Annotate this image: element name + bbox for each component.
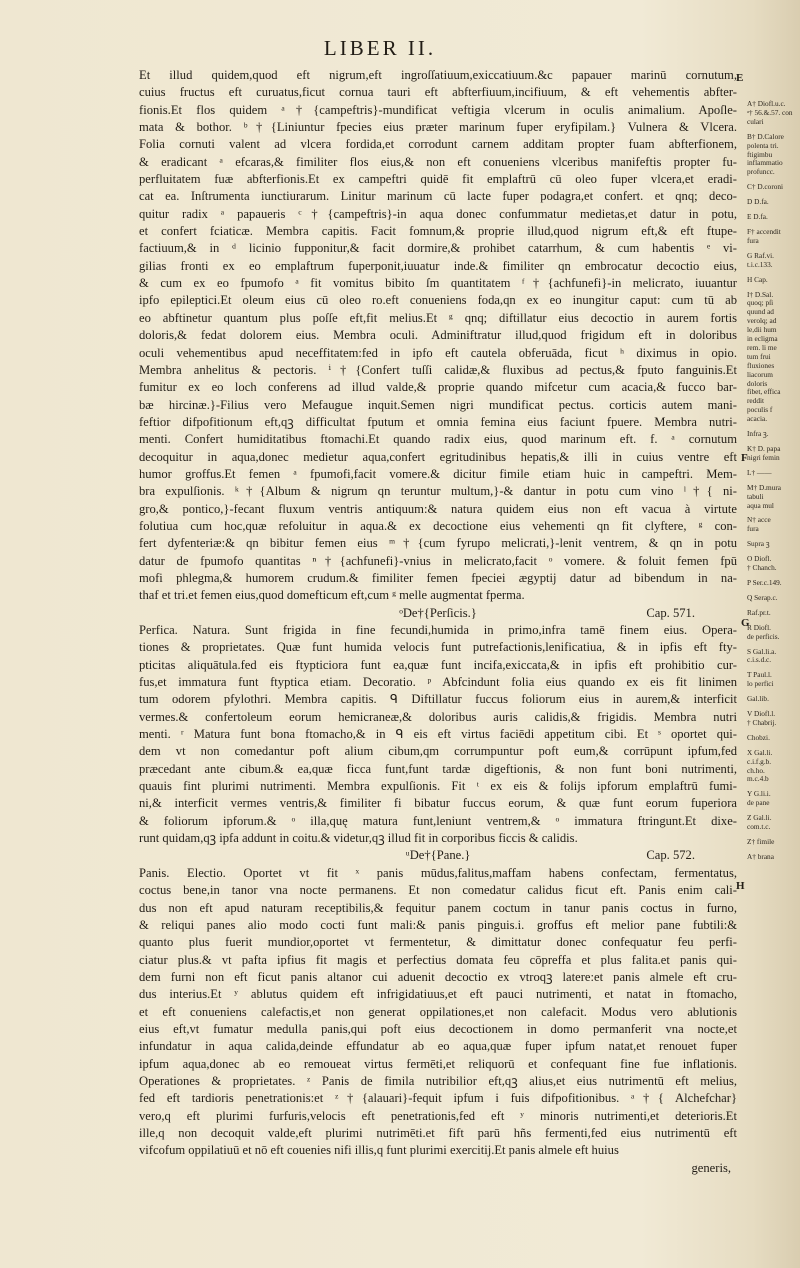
- margin-note: Infra ꝫ.: [747, 430, 769, 439]
- text-line: bæ hircinæ.}-Filius vero Mefauguе inquit.Semen nigri mundificat pectus. corticis autem mani-: [139, 397, 737, 412]
- text-line: perfluitatem fuæ abfterfionis.Et ex campeftri quidē fit emplaftrū cū oleo fuper vlcera,et eradi-: [139, 172, 737, 187]
- margin-note: C† D.coroni: [747, 183, 784, 192]
- margin-note: com.t.c.: [747, 823, 771, 832]
- margin-note: fluxiones: [747, 361, 775, 370]
- margin-note: X Gal.li.: [747, 748, 773, 757]
- text-line: & foliorum ipforum.& ᵒ illa,quę matura funt,leniunt ventrem,& ᵒ immatura ftringunt.Et dixe-: [139, 813, 737, 828]
- chapter-heading-persicis: [139, 605, 737, 622]
- text-line: tiones & proprietates. Quæ funt humida velocis funt putrefactionis,lenificatiua, & in ipfis eft fty-: [139, 640, 737, 655]
- margin-note: K† D. papa: [747, 445, 781, 453]
- text-line: eo abftinetur quantum plus poſſe eft,fit melius.Et ᵍ qnq; diftillatur eius decoctio in aurem fortis: [139, 310, 737, 325]
- margin-note: quoq; pſi: [747, 299, 774, 308]
- margin-note: N† acce: [747, 516, 771, 525]
- text-line: dus interius.Et ʸ ablutus quidem eft infrigidatiuus,et eft pauci nutrimenti, et natat in ftomacho,: [139, 987, 737, 1002]
- text-line: fionis.Et flos quidem ᵃ†{campeftris}-mundificat veftigia vlcerum in oculis animalium. Apoſle-: [139, 102, 737, 117]
- text-line: quanto plus fuerit mundior,oportet vt fermentetur, & dimittatur donec confequatur feu perfi-: [139, 935, 737, 950]
- margin-note: inflammatio: [747, 159, 783, 168]
- margin-note: quund ad: [747, 308, 774, 317]
- margin-note: verolq; ad: [747, 317, 777, 326]
- margin-note: profuncc.: [747, 168, 775, 177]
- catchword: generis,: [691, 1160, 731, 1175]
- margin-note: c.i.s.d.c.: [747, 656, 772, 665]
- margin-note: G Raf.vi.: [747, 251, 774, 260]
- edge-letter: H: [736, 880, 745, 892]
- margin-note: Y G.li.i.: [747, 790, 771, 799]
- text-line: quitur radix ᵃ papaueris ᶜ†{campeftris}-in aqua donec confummatur medietas,et datur in potu,: [139, 206, 737, 221]
- margin-note: ftigimbu: [747, 150, 773, 159]
- text-line: fus,et immatura funt ftyptica etiam. Decoratio. ᵖ Abfcindunt folia eius quando ex eis fit linimen: [139, 675, 737, 690]
- text-line: vermes.& confertoleum eorum hemicraneæ,& doloribus auris calidis,& frigidis. Membra nutri: [139, 709, 737, 724]
- margin-note: fura: [747, 236, 759, 245]
- text-line: Membra anhelitus & pectoris. ⁱ†{Confert tuſſi calidæ,& fluxibus ad pectus,& fputo fanguinis.Et: [139, 362, 737, 377]
- margin-note: ᵃ† 56.&.57. con: [747, 108, 793, 117]
- text-line: & reliqui panes alio modo cocti funt mali:& panis pinguis.i. groffus eft melior pane fubtili:&: [139, 917, 737, 932]
- text-line: ipfo epileptici.Et oleum eius cū oleo ro.eft conueniens foda,qn ex eo inungitur caput: cum tū ab: [139, 293, 737, 308]
- text-line: dem furni non eft ficut panis altanor cui aduenit decoctio ex vtroqꝫ latere:et panis almele eft cru-: [139, 969, 737, 984]
- text-line: factiuum,& in ᵈ licinio fupponitur,& facit dormire,& prohibet catarrhum, & cum habentis ᵉ vi-: [139, 241, 737, 256]
- text-line: pticitas aliquātula.fed eis ftypticiora funt ea,quæ funt incifa,exiccata,& in ipfis eft prohibitio cur-: [139, 657, 737, 672]
- margin-note: Chobzi.: [747, 733, 770, 742]
- margin-note: in ecligma: [747, 335, 778, 344]
- text-line: et confert fciaticæ. Membra capitis. Facit fomnum,& proprie illud,quod nigrum eft,& eft ftupe-: [139, 224, 737, 239]
- text-line: gro,& pontico,}-fecant fluxum ventris antiquum:& natura quidem eius non eft vacua à virtute: [139, 501, 737, 516]
- text-line: dem vt non comedantur poft alium cibum,qm corrumpuntur poft eum,& corrūpunt ipfum,fed: [139, 744, 737, 759]
- text-line: eius eft,vt fumatur medulla panis,qui poft eius decoctionem in domo permanferit vna nocte,et: [139, 1021, 737, 1036]
- margin-note: nigri femin: [747, 453, 780, 462]
- margin-note: culari: [747, 117, 764, 126]
- marginal-notes: [747, 100, 797, 862]
- text-line: decoquitur in aqua,donec medietur aqua,confert egritudinibus hepatis,& illi in cuius ventre eft: [139, 449, 737, 464]
- margin-note: m.c.4.b: [747, 775, 769, 784]
- text-line: ciatur plus.& vt pafta ipfius fit magis et perfectius domata feu cōpreffa et plus falita.et panis qui-: [139, 952, 737, 967]
- text-line: mofi phlegma,& humorem crudum.& fimiliter femen fpeciei ægyptij datur ad bibendum in na-: [139, 570, 737, 585]
- text-line: cat ea. Inſtrumenta iunctiurarum. Linitur marinum cū lacte fuper podagra,et confert. et qnq; deco-: [139, 189, 737, 204]
- margin-note: Raf.pr.t.: [747, 608, 771, 617]
- chapter-number: Cap. 572.: [646, 848, 695, 863]
- text-line: mata & bothor. ᵇ†{Liniuntur fpecies eius præter marinum fuper eryfipilam.} Vulnera & Vlcera.: [139, 120, 737, 135]
- text-line: runt quidam,qꝫ ipfa addunt in coitu.& videtur,qꝫ illud fit in corporibus ficcis & calidis.: [139, 831, 578, 846]
- margin-note: L† ——: [747, 468, 772, 477]
- running-header: LIBER II.: [323, 36, 437, 60]
- text-line: fert dyfenteriæ:& qn bibitur femen eius ᵐ†{cum fyrupo melicrati,}-lenit ventrem, & qn in potu: [139, 536, 737, 551]
- text-line: quauis fint plurimi nutrimenti. Membra expulſionis. Fit ᵗ ex eis & folijs ipforum emplaftrū fumi-: [139, 779, 737, 794]
- text-line: menti. Confert humiditatibus ftomachi.Et quando radix eius, quod marinum eft. f. ᵃ cornutum: [139, 432, 737, 447]
- margin-note: de pane: [747, 799, 770, 808]
- text-line: fed eft tardioris penetrationis:et ᶻ†{alauari}-fequit ipfum i fuis difpofitionibus. ᵃ†{ Alchefchar}: [139, 1091, 737, 1106]
- text-line: menti. ʳ Matura funt bona ftomacho,& in ᑫ eis eft virtus faciēdi appetitum cibi. Et ˢ oportet qui-: [139, 727, 737, 742]
- margin-note: † Chanch.: [747, 564, 777, 573]
- margin-note: Gal.lib.: [747, 695, 769, 704]
- chapter-title: ᵒDe†{Perſicis.}: [399, 605, 477, 620]
- text-line: folutiua cum hoc,quæ refoluitur in aqua.& ex decoctione eius vehementi qn fit clyftere, ᵍ con-: [139, 518, 737, 533]
- margin-note: P Ser.c.149.: [747, 578, 782, 587]
- margin-note: T Paul.l.: [747, 671, 772, 680]
- text-line: coctus bene,in tanor vna nocte permanens. Et non comedatur calidus ficut eft. Panis enim cali-: [139, 883, 737, 898]
- margin-note: t.i.c.133.: [747, 260, 773, 269]
- margin-note: H Cap.: [747, 275, 768, 284]
- margin-note: F† accendit: [747, 227, 781, 236]
- text-line: et eft conueniens calefactis,et non generat oppilationes,et non calefacit. Modus vero ablutionis: [139, 1004, 737, 1019]
- margin-note: poculis f: [747, 406, 773, 415]
- margin-note: reddit: [747, 397, 765, 406]
- section-persicis: [139, 622, 737, 847]
- text-line: cuius fructus eft curuatus,ficut cornua tauri eft abfterfiuum,incifiuum, & eft vehementis abfter-: [139, 85, 737, 100]
- margin-note: tum frui: [747, 352, 771, 361]
- margin-note: S Gal.li.a.: [747, 647, 777, 656]
- margin-note: A† brana: [747, 852, 774, 861]
- chapter-title: ᵘDe†{Pane.}: [405, 848, 471, 863]
- text-line: gilias fronti ex eo emplaftrum fuperponit,iuuatur inde.& fimiliter qn embrocatur decoctio eius,: [139, 258, 737, 273]
- margin-note: de perficis.: [747, 632, 780, 641]
- text-line: humor groffus.Et femen ᵃ fpumofi,facit vomere.& dicitur fimile etiam huic in campeftri. Mem-: [139, 466, 737, 481]
- text-line: fumitur ex eo loch conferens ad illud valde,& proprie quando mifcetur cum acacia,& fucco bar-: [139, 380, 737, 395]
- margin-note: le,dii hum: [747, 326, 777, 335]
- margin-note: ch.ho.: [747, 766, 765, 775]
- text-line: Operationes & proprietates. ᶻ Panis de fimila nutribilior eft,qꝫ alius,et eius nutrimentū eft melius,: [139, 1073, 737, 1088]
- edge-letter: E: [736, 72, 744, 84]
- text-line: oculi vehementibus apud neceffitatem:fed in ipfo eft cautela obferuāda, ficut ʰ diximus in opio.: [139, 345, 737, 360]
- margin-note: M† D.mura: [747, 483, 782, 492]
- text-line: infundatur in aqua calida,deinde effundatur ab eo aqua,quæ fuper ipfum natat,et renouet fuper: [139, 1039, 737, 1054]
- margin-note: Supra ꝫ: [747, 540, 770, 549]
- margin-note: fibet, effica: [747, 388, 781, 397]
- margin-note: aqua mul: [747, 501, 774, 510]
- text-line: bra expulſionis. ᵏ†{Album & nigrum qn teruntur multum,}-& dantur in potu cum vino ˡ†{ ni-: [139, 484, 737, 499]
- text-line: Panis. Electio. Oportet vt fit ˣ panis mūdus,falitus,maffam habens confectam, fermentatus,: [139, 865, 737, 880]
- text-line: ipfum aqua,donec ab eo remoueat virtus fermēti,et reliquorū et confequant fine fue inflationis.: [139, 1056, 737, 1071]
- margin-note: D D.fa.: [747, 198, 769, 207]
- edge-letter: G: [741, 617, 750, 629]
- margin-note: c.i.f.g.b.: [747, 757, 772, 766]
- margin-note: tabuli: [747, 492, 764, 501]
- margin-note: R Diofl.: [747, 623, 771, 632]
- text-line: feftior difpofitionum eft,qꝫ difficultat fputum et omnia femina eius faciunt fpuere. Membra nutri-: [139, 414, 737, 429]
- chapter-number: Cap. 571.: [646, 605, 695, 620]
- margin-note: Q Serap.c.: [747, 593, 778, 602]
- main-text-column: [139, 67, 737, 1177]
- margin-note: acacia.: [747, 415, 768, 424]
- margin-note: A† Diofl.u.c.: [747, 100, 786, 108]
- text-line: Et illud quidem,quod eft nigrum,eft ingroſſatiuum,exiccatiuum.&c papauer marinū cornutum,: [139, 68, 737, 82]
- section-papaver-continued: [139, 67, 737, 605]
- margin-note: Z† fimile: [747, 838, 775, 846]
- chapter-heading-pane: [139, 847, 737, 864]
- margin-note: lo perfici: [747, 680, 774, 689]
- text-line: Perfica. Natura. Sunt frigida in fine fecundi,humida in primo,infra tamē finem eius. Opera-: [139, 623, 737, 637]
- text-line: thaf et tri.et femen eius,quod domefticum eft,cum ᵍ melle augmentat fperma.: [139, 588, 525, 603]
- margin-note: E D.fa.: [747, 213, 768, 222]
- margin-note: V Diofl.l.: [747, 710, 776, 719]
- text-line: Folia cornuti valent ad vlcera fordida,et corrodunt carnem additam propter fuam abfterfionem,: [139, 137, 737, 152]
- edge-letter: F: [741, 452, 748, 464]
- margin-note: rem. li me: [747, 343, 777, 352]
- margin-note: polenta tri.: [747, 141, 779, 150]
- margin-note: liacorum: [747, 370, 773, 379]
- text-line: vifcofum oppilatiuū et nō eft couenies nifi illis,q funt plurimi exercitij.Et panis almele eft huius: [139, 1143, 619, 1158]
- text-line: ni,& interficit vermes ventris,& fimiliter fi bibatur fuccus eorum, & quæ funt eorum fuperiora: [139, 796, 737, 811]
- margin-note: fura: [747, 525, 759, 534]
- section-pane: [139, 865, 737, 1160]
- text-line: & eradicant ᵃ efcaras,& fimiliter flos eius,& non eft conueniens vlceribus manifeftis propter fu-: [139, 154, 737, 169]
- margin-note: O Diofl.: [747, 555, 772, 564]
- text-line: vero,q eft plurimi furfuris,velocis eft penetrationis,fed eft ʸ minoris nutrimenti,et deterioris.Et: [139, 1108, 737, 1123]
- margin-note: I† D.Sal.: [747, 290, 774, 299]
- text-line: doloris,& fedat dolorem eius. Membra oculi. Adminiftratur illud,quod frigidum eft in doloribus: [139, 328, 737, 343]
- text-line: dus non eft apud naturam receptibilis,& fequitur panem coctum in tanur panis coctus in furno,: [139, 900, 737, 915]
- margin-note: Z Gal.li.: [747, 814, 772, 823]
- text-line: tum odorem pfylothri. Membra capitis. ᑫ Diftillatur fuccus foliorum eius in aurem,& interficit: [139, 692, 737, 707]
- margin-note: † Chabrij.: [747, 718, 777, 727]
- text-line: datur de fpumofo quantitas ⁿ†{achfunefi}-vnius in melicrato,facit ᵒ vomere. & foluit femen fpū: [139, 553, 737, 568]
- margin-note: B† D.Calore: [747, 132, 784, 141]
- text-line: ille,q non decoquit valde,eft plurimi nutrimēti.et fift parū hñs fermenti,fed eius nutrimentū eft: [139, 1125, 737, 1140]
- text-line: & cum ex eo fpumofo ᵃ fit vomitus bibito ſm quantitatem ᶠ†{achfunefi}-in melicrato, iuuantur: [139, 276, 737, 291]
- text-line: præcedant ante cibum.& ea,quæ ficca funt,funt tardæ digeftionis, & non funt boni nutrimenti,: [139, 761, 737, 776]
- margin-note: doloris: [747, 379, 768, 388]
